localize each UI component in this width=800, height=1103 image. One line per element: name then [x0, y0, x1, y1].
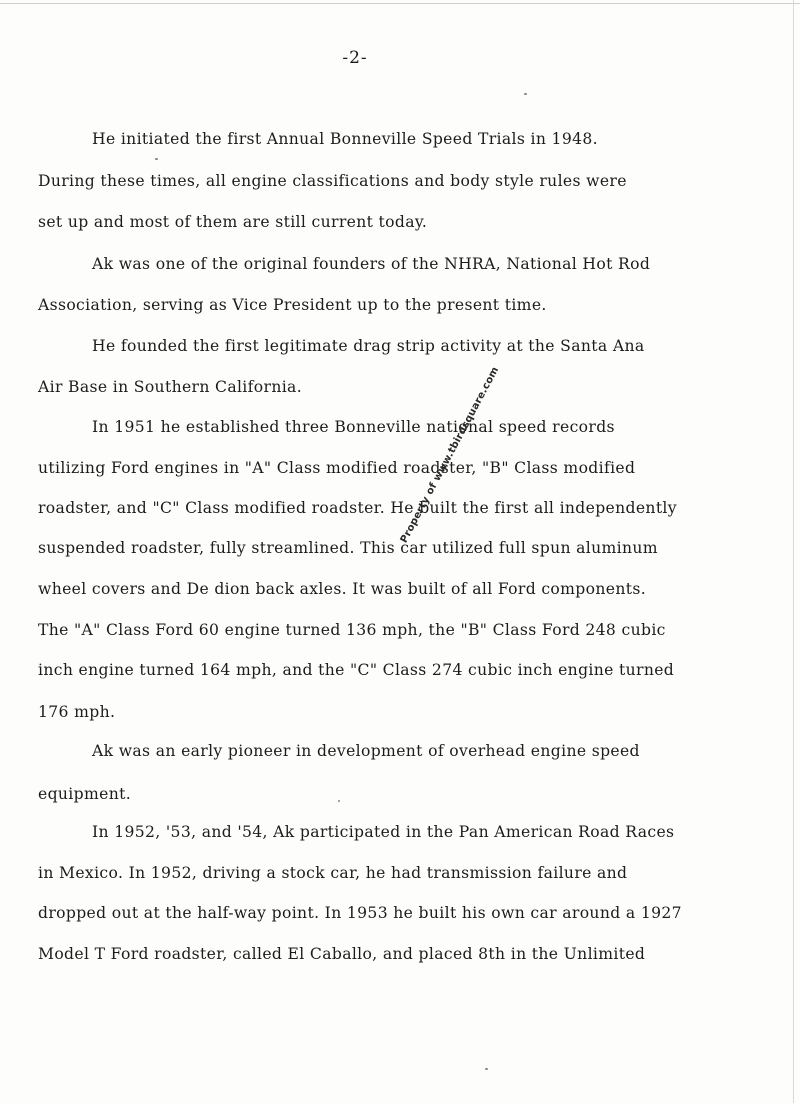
text-line: He founded the first legitimate drag strip activity at the Santa Ana — [92, 337, 645, 355]
text-line: Ak was one of the original founders of the NHRA, National Hot Rod — [92, 255, 651, 273]
text-line: During these times, all engine classifications and body style rules were — [38, 172, 627, 190]
text-line: In 1951 he established three Bonneville national speed records — [92, 418, 615, 436]
scan-speck — [485, 1068, 488, 1070]
text-line: The "A" Class Ford 60 engine turned 136 mph, the "B" Class Ford 248 cubic — [38, 621, 666, 639]
text-line: Association, serving as Vice President up to the present time. — [38, 296, 547, 314]
text-line: roadster, and "C" Class modified roadster. He built the first all independently — [38, 499, 677, 517]
text-line: inch engine turned 164 mph, and the "C" Class 274 cubic inch engine turned — [38, 661, 675, 679]
text-line: in Mexico. In 1952, driving a stock car, he had transmission failure and — [38, 864, 628, 882]
scan-edge-right — [793, 0, 794, 1103]
text-line: 176 mph. — [38, 703, 116, 721]
text-line: set up and most of them are still current today. — [38, 213, 428, 231]
page-number: -2- — [342, 48, 368, 68]
watermark: Property of www.tbirdsquare.com — [398, 365, 502, 545]
text-line: wheel covers and De dion back axles. It was built of all Ford components. — [38, 580, 646, 598]
text-line: suspended roadster, fully streamlined. This car utilized full spun aluminum — [38, 539, 658, 557]
text-line: dropped out at the half-way point. In 1953 he built his own car around a 1927 — [38, 904, 682, 922]
text-line: In 1952, '53, and '54, Ak participated in the Pan American Road Races — [92, 823, 675, 841]
text-line: utilizing Ford engines in "A" Class modified roadster, "B" Class modified — [38, 459, 636, 477]
text-line: He initiated the first Annual Bonneville Speed Trials in 1948. — [92, 130, 598, 148]
scan-speck — [524, 93, 527, 95]
text-line: Air Base in Southern California. — [38, 378, 302, 396]
scan-speck — [155, 158, 158, 160]
scan-edge-top — [0, 3, 800, 4]
text-line: Ak was an early pioneer in development of overhead engine speed — [92, 742, 640, 760]
text-line: Model T Ford roadster, called El Caballo, and placed 8th in the Unlimited — [38, 945, 646, 963]
text-line: equipment. — [38, 785, 132, 803]
scan-speck — [338, 800, 340, 802]
